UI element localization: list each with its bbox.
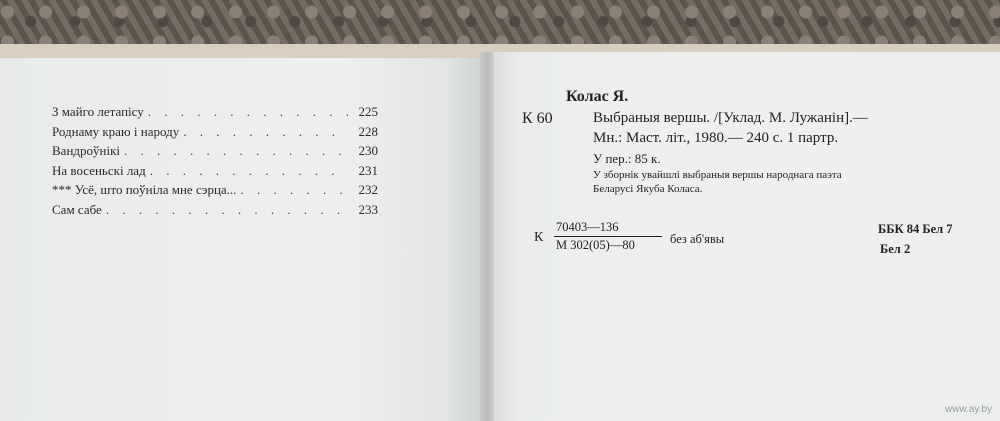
toc-row bbox=[52, 202, 378, 222]
fraction-numerator: 70403—136 bbox=[556, 220, 619, 234]
toc-title: На восеньскі лад bbox=[52, 162, 146, 178]
toc-title: *** Усё, што поўніла мне сэрца... bbox=[52, 182, 237, 197]
card-annotation-2: Беларусі Якуба Коласа. bbox=[593, 183, 703, 195]
toc-title: Роднаму краю і народу bbox=[52, 123, 180, 139]
card-price: У пер.: 85 к. bbox=[593, 151, 661, 166]
toc-leader-dots bbox=[183, 124, 348, 140]
card-imprint-line: Мн.: Маст. літ., 1980.— 240 с. 1 партр. bbox=[593, 130, 839, 146]
toc-title: Сам сабе bbox=[52, 201, 102, 217]
card-code: К 60 bbox=[522, 110, 553, 127]
toc-page-number: 232 bbox=[358, 182, 378, 197]
card-author: Колас Я. bbox=[566, 88, 629, 105]
fraction-denominator: М 302(05)—80 bbox=[556, 238, 635, 252]
toc-row bbox=[52, 104, 378, 124]
toc-row bbox=[52, 163, 378, 183]
card-bbk: ББК 84 Бел 7 bbox=[878, 222, 953, 236]
fraction-letter: К bbox=[534, 230, 544, 245]
table-of-contents bbox=[52, 104, 378, 221]
toc-title: З майго летапісу bbox=[52, 104, 144, 119]
watermark: www.ay.by bbox=[944, 404, 992, 415]
toc-page-number: 228 bbox=[358, 123, 378, 139]
toc-row bbox=[52, 124, 378, 144]
card-bel: Бел 2 bbox=[880, 242, 911, 256]
toc-title: Вандроўнікі bbox=[52, 143, 121, 158]
fraction-note: без аб'явы bbox=[670, 232, 725, 246]
toc-row bbox=[52, 182, 378, 202]
card-annotation-1: У зборнік увайшлі выбраныя вершы народнага паэта bbox=[593, 169, 842, 181]
toc-leader-dots bbox=[150, 163, 348, 179]
toc-page-number: 225 bbox=[358, 104, 378, 119]
toc-leader-dots bbox=[240, 182, 348, 198]
toc-page-number: 230 bbox=[358, 143, 378, 158]
toc-leader-dots bbox=[148, 104, 348, 120]
book-gutter bbox=[480, 52, 494, 421]
toc-page-number: 233 bbox=[358, 201, 378, 217]
fraction-bar bbox=[554, 236, 662, 237]
card-title-line: Выбраныя вершы. /[Уклад. М. Лужанін].— bbox=[593, 110, 868, 126]
toc-leader-dots bbox=[106, 202, 348, 218]
toc-row bbox=[52, 143, 378, 163]
toc-leader-dots bbox=[124, 143, 348, 159]
toc-page-number: 231 bbox=[358, 162, 378, 178]
